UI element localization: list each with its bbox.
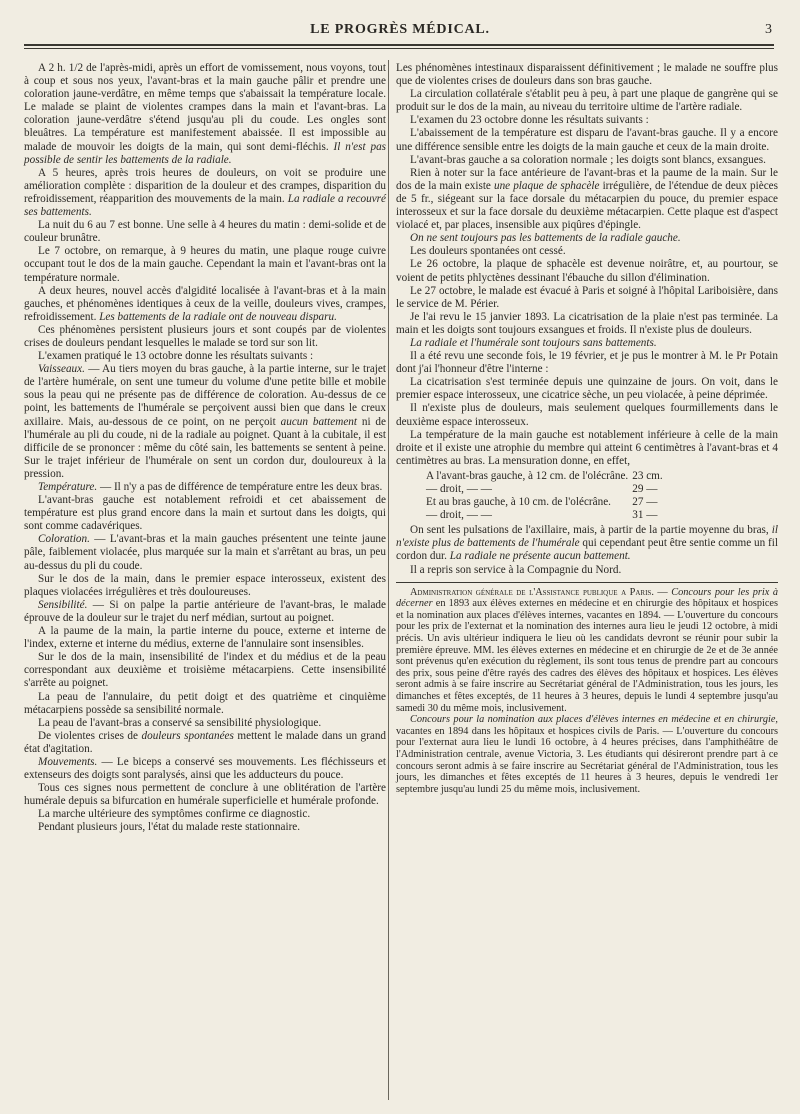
paragraph-text: L'examen du 23 octobre donne les résultats suivants :	[410, 114, 649, 127]
emphasis-text: douleurs spontanées	[141, 729, 234, 742]
table-cell: 31 —	[632, 509, 658, 522]
journal-title: LE PROGRÈS MÉDICAL.	[310, 22, 490, 37]
notice-subject: Concours pour les prix à décerner	[396, 586, 778, 610]
paragraph	[396, 232, 778, 245]
paragraph	[396, 402, 778, 428]
paragraph-text: On sent les pulsations de l'axillaire, mais, à partir de la partie moyenne du bras,	[410, 524, 769, 537]
notice-paragraph: Administration générale de l'Assistance publique a Paris. — Concours pour les prix à décerner en 1893 aux élèves externes en médecine et en chirurgie des hôpitaux et hospices et la nomination aux places d'élèves internes, vacantes en 1894. — L'ouverture du concours pour les prix de l'externat et la nomination des internes aura lieu le jeudi 12 octobre, à midi précis. Un avis ultérieur indiquera le lieu où les candidats devront se réunir pour subir la première épreuve. MM. les élèves externes en médecine et en chirurgie de 2e et de 3e année sont prévenus qu'en exécution du règlement, ils sont tous tenus de prendre part au concours des prix, sous peine d'être rayés des cadres des élèves des hôpitaux et hospices. Les élèves seront admis à se faire inscrire au Secrétariat général de l'Administration, tous les jours, les dimanches et fêtes exceptés, de 11 heures à 3 heures, depuis le lundi 4 septembre jusqu'au samedi 30 du même mois, inclusivement.	[396, 586, 779, 714]
paragraph	[24, 691, 386, 717]
table-cell: 29 —	[632, 483, 658, 495]
emphasis-text: La radiale ne présente aucun battement.	[449, 550, 631, 563]
table-row	[426, 470, 667, 483]
section-lead: Coloration.	[38, 533, 90, 546]
paragraph	[24, 481, 386, 494]
paragraph	[396, 350, 778, 376]
table-cell: 27 —	[632, 496, 658, 509]
paragraph-text: — L'avant-bras et la main gauches présentent une teinte jaune pâle, faiblement violacée, plus marquée sur la main et s'arrêtant au bras, un peu au-dessus du pli du coude.	[24, 533, 386, 572]
paragraph	[24, 651, 386, 690]
paragraph	[396, 337, 778, 350]
table-row	[426, 483, 667, 496]
page-header	[0, 22, 800, 40]
emphasis-text: aucun battement	[280, 415, 357, 428]
header-rule-thin	[24, 48, 774, 49]
paragraph	[396, 285, 778, 311]
notice-separator	[396, 582, 778, 583]
table-cell: — droit, — —	[426, 509, 492, 522]
paragraph-text: Les douleurs spontanées ont cessé.	[410, 245, 566, 258]
paragraph	[396, 429, 778, 468]
paragraph-text: La marche ultérieure des symptômes confirme ce diagnostic.	[38, 808, 311, 821]
paragraph	[396, 524, 778, 563]
paragraph-text: La circulation collatérale s'établit peu à peu, à part une plaque de gangrène qui se produit sur le dos de la main, au niveau du territoire ultime de l'artère radiale.	[396, 88, 778, 114]
paragraph	[24, 730, 386, 756]
paragraph	[24, 363, 386, 481]
paragraph-text: On ne sent toujours pas les battements de la radiale gauche.	[410, 232, 681, 245]
paragraph-text: — Si on palpe la partie antérieure de l'avant-bras, le malade éprouve de la douleur sur le trajet du nerf médian, surtout au poignet.	[24, 598, 386, 624]
paragraph-text: La radiale et l'humérale sont toujours sans battements.	[410, 336, 657, 349]
paragraph	[24, 533, 386, 572]
paragraph-text: Le 26 octobre, la plaque de sphacèle est devenue noirâtre, et, au pourtour, se voient de petits phlyctènes dessinant l'ébauche du sillon d'élimination.	[396, 258, 778, 284]
column-divider	[388, 60, 389, 1100]
paragraph-text: De violentes crises de	[38, 729, 138, 742]
paragraph	[396, 245, 778, 258]
table-cell: 23 cm.	[632, 469, 663, 482]
emphasis-text: La radiale a recouvré ses battements.	[24, 192, 386, 219]
emphasis-text: il n'existe plus de battements de l'humérale	[396, 524, 778, 550]
paragraph	[396, 167, 778, 232]
table-row	[426, 496, 667, 509]
section-lead: Mouvements.	[38, 755, 98, 768]
paragraph	[24, 717, 386, 730]
paragraph-text: A 5 heures, après trois heures de douleurs, on voit se produire une amélioration complète : disparition de la douleur et des crampes, disparition du refroidissement, réapparition des mouvements de la main.	[24, 166, 386, 205]
paragraph-text: Rien à noter sur la face antérieure de l'avant-bras et la paume de la main. Sur le dos de la main existe	[396, 166, 778, 192]
paragraph	[396, 258, 778, 284]
paragraph	[396, 376, 778, 402]
paragraph-text: Je l'ai revu le 15 janvier 1893. La cicatrisation de la plaie n'est pas terminée. La main et les doigts sont toujours exsangues et froids. Il n'existe plus de douleurs.	[396, 310, 778, 336]
paragraph-text: qui cependant peut être sentie comme un fil cordon dur.	[396, 537, 778, 563]
paragraph-text: A 2 h. 1/2 de l'après-midi, après un effort de vomissement, nous voyons, tout à coup et sous nos yeux, l'avant-bras et la main gauche pâlir et prendre une coloration jaune-verdâtre, en même temps que s'abaissait la température locale. Le malade se plaint de violentes crampes dans la main et l'avant-bras. La coloration jaune-verdâtre s'étend jusqu'au pli du coude. Les ongles sont bleuâtres. La température est manifestement abaissée. Il est impossible au malade de mouvoir les doigts de la main, qui sont demi-fléchis.	[24, 62, 386, 153]
paragraph	[24, 625, 386, 651]
paragraph	[396, 564, 778, 577]
header-rule-thick	[24, 44, 774, 46]
paragraph-text: L'examen pratiqué le 13 octobre donne les résultats suivants :	[38, 350, 314, 363]
paragraph-text: Il n'existe plus de douleurs, mais seulement quelques fourmillements dans le deuxième espace interosseux.	[396, 402, 778, 428]
paragraph-text: — Il n'y a pas de différence de température entre les deux bras.	[99, 481, 383, 493]
paragraph	[24, 494, 386, 533]
paragraph	[396, 114, 778, 127]
paragraph-text: Sur le dos de la main, insensibilité de l'index et du médius et de la peau correspondant aux deuxième et troisième métacarpiens. Cette insensibilité s'arrête au poignet.	[24, 651, 386, 690]
table-cell: — droit, — —	[426, 483, 492, 495]
paragraph-text: irrégulière, de l'étendue de deux pièces de 5 fr., siégeant sur la face dorsale du métacarpien du pouce, du premier espace interosseux et sur la face dorsale du deuxième métacarpien. Cette plaque est d'aspect violacé et, par places, insensible aux piqûres d'épingle.	[396, 179, 779, 232]
paragraph-text: Il a repris son service à la Compagnie du Nord.	[410, 563, 622, 576]
paragraph	[24, 285, 386, 324]
left-column	[24, 62, 386, 835]
paragraph-text: L'avant-bras gauche a sa coloration normale ; les doigts sont blancs, exsangues.	[410, 153, 766, 166]
paragraph	[24, 782, 386, 808]
paragraph-text: Il a été revu une seconde fois, le 19 février, et je pus le montrer à M. le Pr Potain dont j'ai l'honneur d'être l'interne :	[396, 350, 778, 376]
paragraph-text: Les phénomènes intestinaux disparaissent définitivement ; le malade ne souffre plus que de violentes crises de douleurs dans son bras gauche.	[396, 62, 778, 88]
emphasis-text: Il n'est pas possible de sentir les battements de la radiale.	[24, 140, 387, 166]
section-lead: Vaisseaux.	[38, 363, 85, 376]
paragraph-text: La peau de l'annulaire, du petit doigt et des quatrième et cinquième métacarpiens possède sa sensibilité normale.	[24, 690, 386, 716]
paragraph-text: — Au tiers moyen du bras gauche, à la partie interne, sur le trajet de l'artère humérale, on sent une tumeur du volume d'une petite bille et mobile sous la peau qui ne présente pas de différence de coloration. Au-dessus de ce point, les battements de l'humérale se perçoivent aussi bien que dans le creux axillaire. Mais, au-dessous de ce point, on ne perçoit	[24, 363, 386, 428]
emphasis-text: Les battements de la radiale ont de nouveau disparu.	[99, 310, 337, 323]
table-row	[426, 509, 667, 522]
paragraph-text: A la paume de la main, la partie interne du pouce, externe et interne de l'index, externe et interne du médius, externe de l'annulaire sont insensibles.	[24, 625, 386, 651]
paragraph	[24, 821, 386, 834]
paragraph	[24, 167, 386, 219]
administration-notice	[396, 587, 778, 796]
paragraph	[396, 311, 778, 337]
paragraph-text: L'avant-bras gauche est notablement refroidi et cet abaissement de température est plus grand encore dans la main et surtout dans les doigts, qui sont comme cadavériques.	[24, 494, 386, 533]
paragraph-text: — Le biceps a conservé ses mouvements. Les fléchisseurs et extenseurs des doigts sont paralysés, ainsi que les adducteurs du pouce.	[24, 755, 386, 782]
paragraph-text: Le 7 octobre, on remarque, à 9 heures du matin, une plaque rouge cuivre occupant tout le dos de la main gauche. Cependant la main et l'avant-bras ont la température normale.	[24, 245, 386, 284]
section-lead: Sensibilité.	[38, 598, 88, 611]
paragraph	[396, 127, 778, 153]
paragraph	[24, 245, 386, 284]
notice-subject: Concours pour la nomination aux places d'élèves internes en médecine et en chirurgie,	[410, 714, 778, 726]
paragraph-text: Sur le dos de la main, dans le premier espace interosseux, existent des plaques violacées irrégulières et très douloureuses.	[24, 572, 386, 598]
paragraph-text: L'abaissement de la température est disparu de l'avant-bras gauche. Il y a encore une différence sensible entre les doigts de la main gauche et ceux de la main droite.	[396, 127, 778, 153]
notice-text: vacantes en 1894 dans les hôpitaux et hospices civils de Paris. — L'ouverture du concours pour l'externat aura lieu le lundi 16 octobre, à 4 heures précises, dans l'amphithéâtre de l'Administration centrale, avenue Victoria, 3. Les étudiants qui désireront prendre part à ce concours seront admis à se faire inscrire au Secrétariat général de l'Administration, tous les jours, les dimanches et fêtes exceptés de 11 heures à 3 heures, depuis le vendredi 1er septembre jusqu'au lundi 25 du même mois, inclusivement.	[396, 725, 778, 795]
emphasis-text: une plaque de sphacèle	[493, 179, 600, 192]
right-column	[396, 62, 778, 795]
paragraph	[24, 808, 386, 821]
notice-paragraph	[396, 714, 778, 795]
paragraph	[24, 573, 386, 599]
paragraph	[24, 350, 386, 363]
paragraph	[396, 154, 778, 167]
table-cell: Et au bras gauche, à 10 cm. de l'olécrâne.	[426, 496, 611, 509]
paragraph	[24, 599, 386, 625]
paragraph	[24, 756, 386, 782]
paragraph-text: A deux heures, nouvel accès d'algidité localisée à l'avant-bras et à la main gauches, et phénomènes identiques à ceux de la veille, douleurs vives, crampes, refroidissement.	[24, 284, 386, 323]
paragraph-text: Le 27 octobre, le malade est évacué à Paris et soigné à l'hôpital Lariboisière, dans le service de M. Périer.	[396, 284, 778, 310]
table-cell: A l'avant-bras gauche, à 12 cm. de l'olécrâne.	[426, 469, 629, 482]
paragraph-text: La peau de l'avant-bras a conservé sa sensibilité physiologique.	[38, 716, 322, 729]
paragraph-text: Tous ces signes nous permettent de conclure à une oblitération de l'artère humérale depuis sa bifurcation en humérale superficielle et humérale profonde.	[24, 782, 386, 808]
paragraph	[24, 219, 386, 245]
paragraph-text: Ces phénomènes persistent plusieurs jours et sont coupés par de violentes crises de douleurs pendant lesquelles le malade se tord sur son lit.	[24, 323, 386, 349]
paragraph-text: La température de la main gauche est notablement inférieure à celle de la main droite et il existe une atrophie du membre qui atteint 6 centimètres à l'avant-bras et 4 centimètres au bras. La mensuration donne, en effet,	[396, 428, 778, 467]
paragraph-text: La nuit du 6 au 7 est bonne. Une selle à 4 heures du matin : demi-solide et de couleur brunâtre.	[24, 219, 386, 245]
paragraph-text: ni de l'humérale au pli du coude, ni de la radiale au poignet. Quant à la cubitale, il est difficile de se prononcer : même du côté sain, les battements se sentent à peine. Sur le trajet inférieur de l'humérale on sent un cordon dur, douloureux à la pression.	[24, 415, 386, 480]
notice-text: en 1893 aux élèves externes en médecine et en chirurgie des hôpitaux et hospices et la nomination aux places d'élèves internes, vacantes en 1894. — L'ouverture du concours pour les prix de l'externat et la nomination des internes aura lieu le jeudi 12 octobre, à midi précis. Un avis ultérieur indiquera le lieu où les candidats devront se réunir pour subir la première épreuve. MM. les élèves externes en médecine et en chirurgie de 2e et de 3e année sont prévenus qu'en exécution du règlement, ils sont tous tenus de prendre part au concours des prix, sous peine d'être rayés des cadres des élèves des hôpitaux et hospices. Les élèves seront admis à se faire inscrire au Secrétariat général de l'Administration, tous les jours, les dimanches et fêtes exceptés, de 11 heures à 3 heures, depuis le lundi 4 septembre jusqu'au samedi 30 du même mois, inclusivement.	[396, 598, 779, 714]
section-lead: Température.	[38, 481, 98, 493]
paragraph	[396, 62, 778, 88]
paragraph-text: La cicatrisation s'est terminée depuis une quinzaine de jours. On voit, dans le premier espace interosseux, une cicatrice sèche, un peu violacée, à peine déprimée.	[396, 376, 778, 402]
measurement-table	[426, 470, 667, 522]
paragraph	[24, 62, 386, 167]
paragraph	[396, 88, 778, 114]
notice-heading: Administration générale de l'Assistance publique a Paris.	[410, 586, 654, 598]
paragraph-text: mettent le malade dans un grand état d'agitation.	[24, 729, 387, 755]
page-number: 3	[765, 22, 772, 37]
paragraph	[24, 324, 386, 350]
paragraph-text: Pendant plusieurs jours, l'état du malade reste stationnaire.	[38, 821, 301, 834]
